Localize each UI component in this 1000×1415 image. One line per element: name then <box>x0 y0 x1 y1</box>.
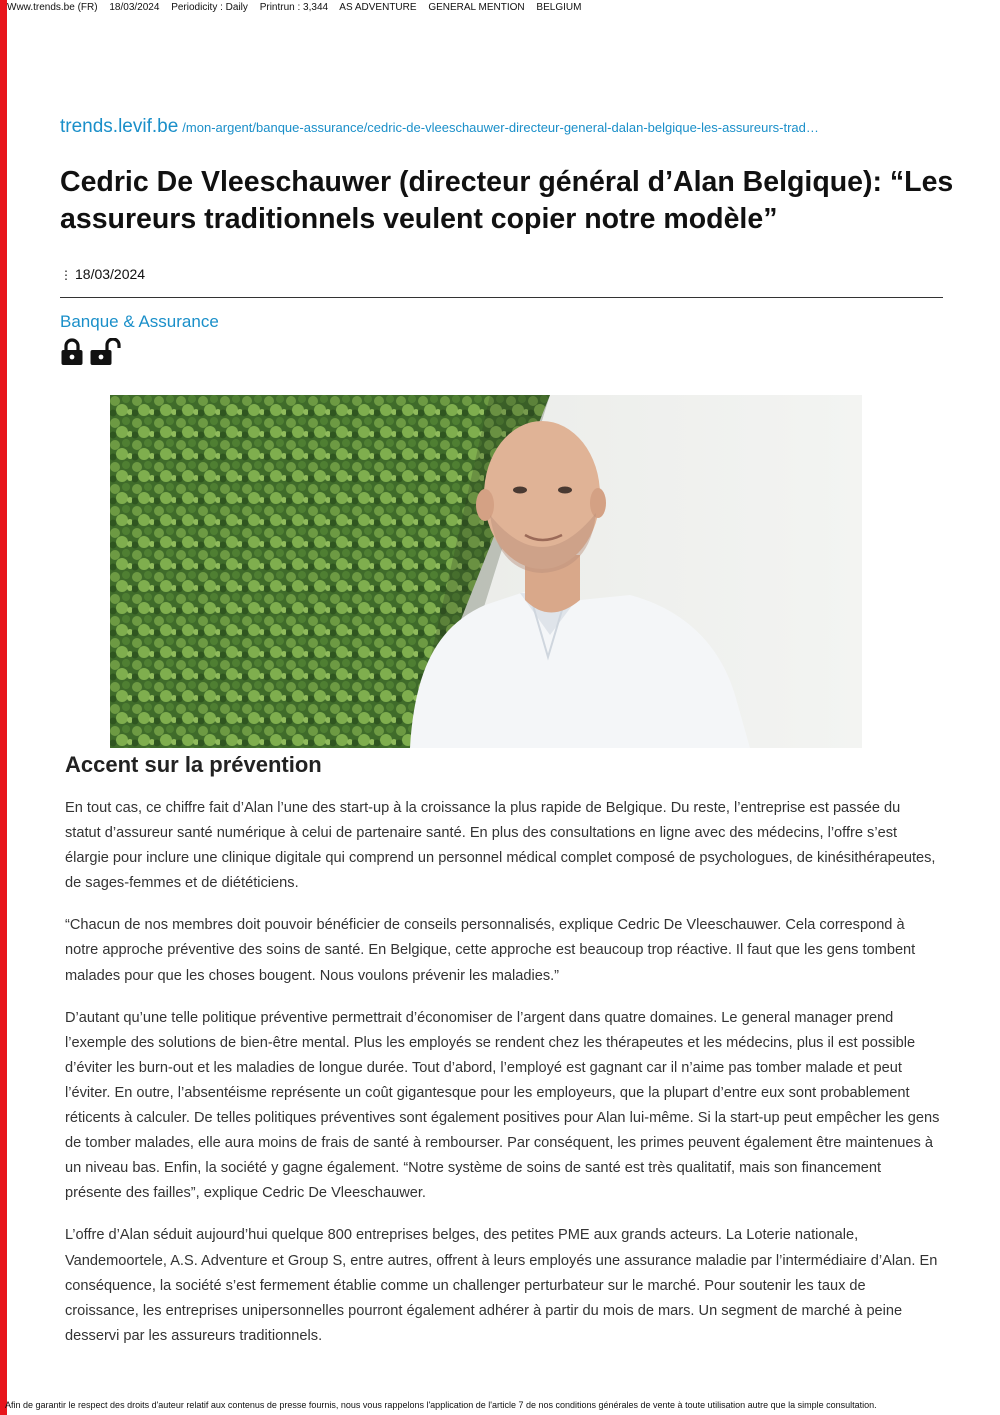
meta-mention: GENERAL MENTION <box>428 2 525 13</box>
date-dots: ⋮ <box>60 268 72 282</box>
meta-date: 18/03/2024 <box>109 2 160 13</box>
article-date: 18/03/2024 <box>75 266 146 282</box>
article-paragraph-1: En tout cas, ce chiffre fait d’Alan l’une des start-up à la croissance la plus rapide de Belgique. Du reste, l’entreprise est passée du statut d’assureur santé numérique à celui de partenaire santé. En plus des consultations en ligne avec des médecins, l’offre s’est élargie pour inclure une clinique digitale qui comprend un personnel médical complet composé de psychologues, de kinésithérapeutes, de sages-femmes et de diététiciens. <box>65 800 936 892</box>
article-photo <box>110 395 862 748</box>
press-meta-line <box>7 2 590 13</box>
article-paragraph-3: D’autant qu’une telle politique préventive permettrait d’économiser de l’argent dans quatre domaines. Le general manager prend l’exemple des solutions de bien-être mental. Plus les employés se rendent chez les thérapeutes et les médecins, plus il est possible d’éviter les burn-out et les maladies de longue durée. Tout d’abord, l’employé est gagnant car il n’aime pas tomber malade et peut l’éviter. En outre, l’absentéisme représente un coût gigantesque pour les employeurs, que la plupart d’entre eux sont probablement réticents à calculer. De telles politiques préventives sont également positives pour Alan lui-même. Si la start-up peut empêcher les gens de tomber malades, elle aura moins de frais de santé à rembourser. Par conséquent, les primes peuvent également être maintenues à un niveau bas. Enfin, la société y gagne également. “Notre système de soins de santé est très qualitatif, mais son financement présente des failles”, explique Cedric De Vleeschauwer. <box>65 1009 940 1202</box>
article-paragraph-4: L’offre d’Alan séduit aujourd’hui quelque 800 entreprises belges, des petites PME aux grands acteurs. La Loterie nationale, Vandemoortele, A.S. Adventure et Group S, entre autres, offrent à leurs employés une assurance maladie par l’intermédiaire d’Alan. En conséquence, la société s’est fermement établie comme un challenger perturbateur sur le marché. Pour soutenir les taux de croissance, les entreprises unipersonnelles pourront également adhérer à partir du mois de mars. Un segment de marché à peine desservi par les assureurs traditionnels. <box>65 1227 938 1344</box>
access-icons <box>60 338 121 366</box>
red-side-bar <box>0 0 7 1415</box>
unlock-icon <box>89 338 121 366</box>
article-date-row <box>60 266 145 282</box>
header-divider <box>60 297 943 298</box>
url-domain[interactable]: trends.levif.be <box>60 116 179 137</box>
meta-client: AS ADVENTURE <box>339 2 417 13</box>
category-link[interactable]: Banque & Assurance <box>60 312 219 331</box>
meta-periodicity: Periodicity : Daily <box>171 2 248 13</box>
meta-country: BELGIUM <box>536 2 582 13</box>
article-body <box>65 752 940 1366</box>
copyright-footer: Afin de garantir le respect des droits d'auteur relatif aux contenus de presse fournis, nous vous rappelons l'application de l'article 7 de nos conditions générales de vente à toute utilisation autre que la simple consultation. <box>5 1400 877 1410</box>
meta-printrun: Printrun : 3,344 <box>259 2 329 13</box>
article-url[interactable] <box>60 116 945 138</box>
article-subheading: Accent sur la prévention <box>65 752 322 777</box>
lock-icon <box>60 338 84 366</box>
meta-source: Www.trends.be (FR) <box>7 2 98 13</box>
url-path[interactable]: /mon-argent/banque-assurance/cedric-de-vleeschauwer-directeur-general-dalan-belgique-les-assureurs-trad… <box>182 120 819 135</box>
article-headline: Cedric De Vleeschauwer (directeur général d’Alan Belgique): “Les assureurs traditionnels veulent copier notre modèle” <box>60 166 954 235</box>
article-paragraph-2: “Chacun de nos membres doit pouvoir bénéficier de conseils personnalisés, explique Cedric De Vleeschauwer. Cela correspond à notre approche préventive des soins de santé. En Belgique, cette approche est beaucoup trop réactive. Il faut que les gens tombent malades pour que les choses bougent. Nous voulons prévenir les maladies.” <box>65 917 916 984</box>
